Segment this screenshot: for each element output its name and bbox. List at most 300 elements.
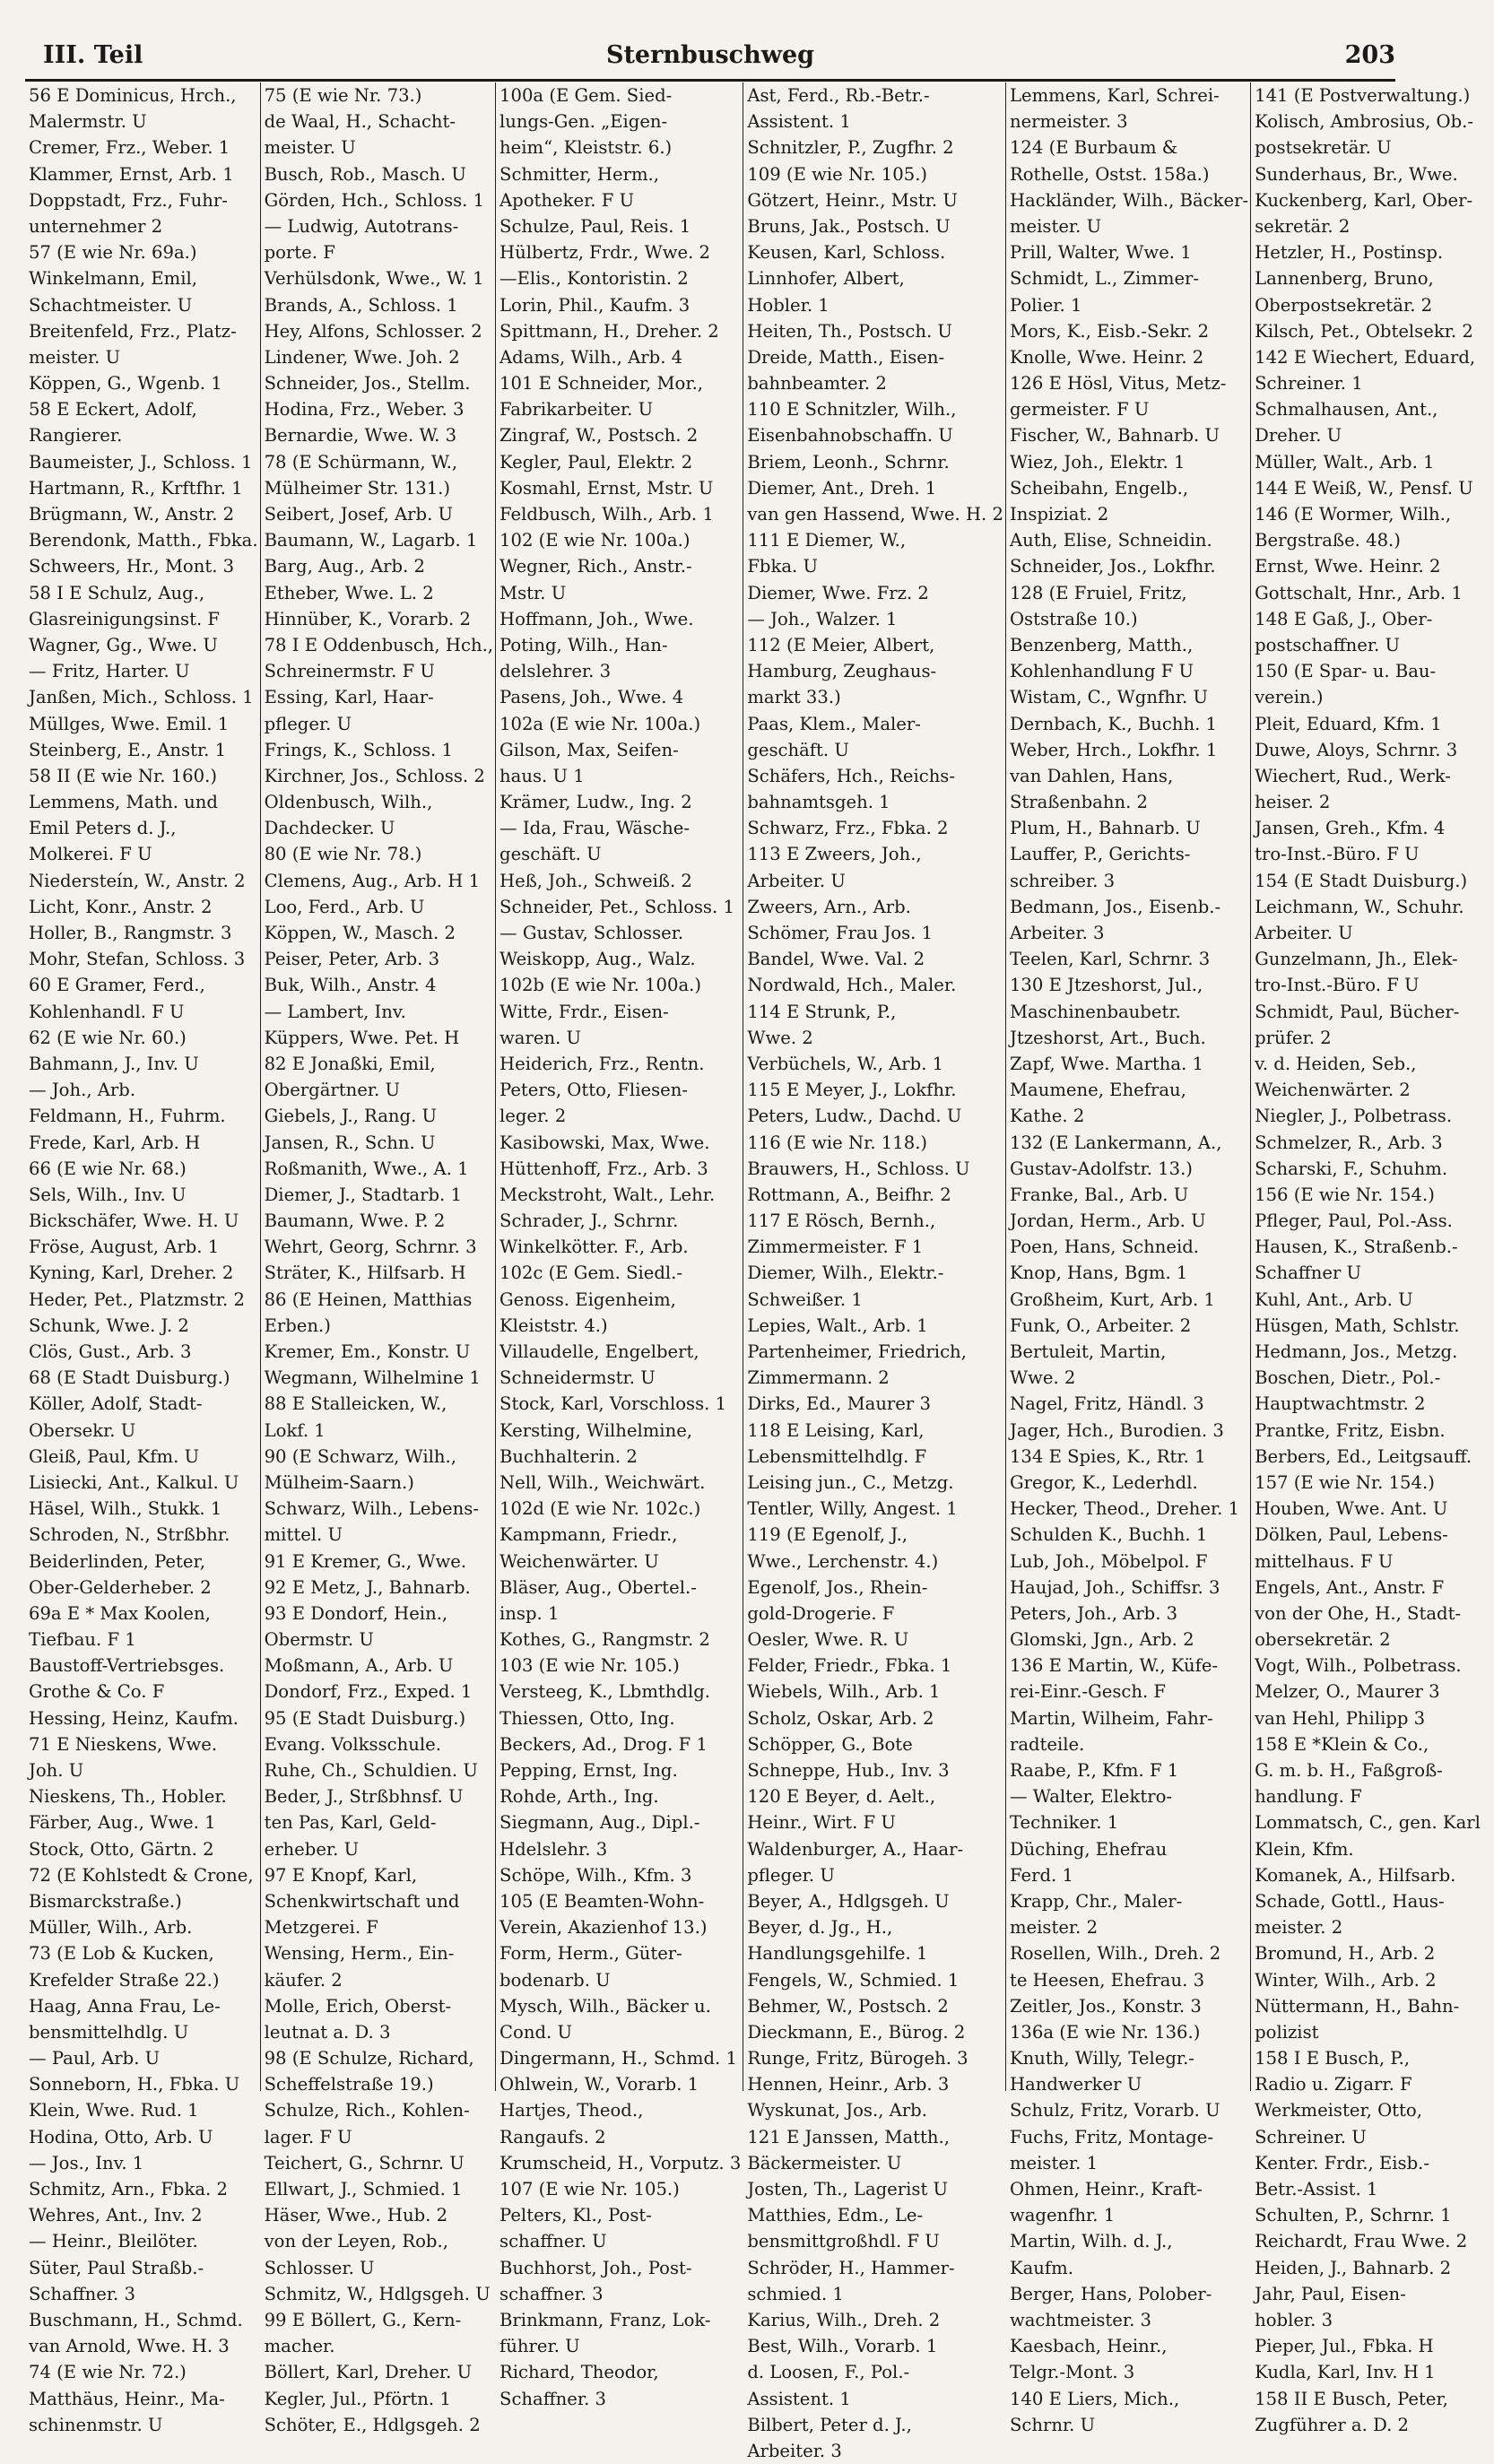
directory-entry-line: Loo, Ferd., Arb. U	[264, 896, 425, 917]
directory-entry-line: 117 E Rösch, Bernh.,	[747, 1210, 936, 1232]
directory-entry-line: 69a E * Max Koolen,	[29, 1602, 211, 1624]
directory-entry-line: tro-Inst.-Büro. F U	[1255, 975, 1420, 996]
directory-entry-line: Wensing, Herm., Ein-	[264, 1943, 455, 1965]
directory-entry-line: Hessing, Heinz, Kaufm.	[29, 1707, 239, 1729]
directory-entry-line: Metzgerei. F	[264, 1917, 378, 1939]
directory-entry-line: Roßmanith, Wwe., A. 1	[264, 1158, 469, 1179]
directory-entry-line: Bergstraße. 48.)	[1255, 530, 1401, 551]
directory-entry-line: Arbeiter. U	[1255, 923, 1353, 943]
directory-entry-line: Heiderich, Frz., Rentn.	[499, 1053, 705, 1074]
directory-column	[495, 82, 743, 2409]
directory-entry-line: 141 (E Postverwaltung.)	[1255, 85, 1471, 106]
directory-entry-line: 118 E Leising, Karl,	[747, 1419, 925, 1441]
directory-entry-line: radteile.	[1009, 1733, 1085, 1755]
directory-entry-line: Schaffner U	[1255, 1262, 1362, 1284]
directory-entry-line: Scheffelstraße 19.)	[264, 2074, 434, 2095]
directory-entry-line: Nell, Wilh., Weichwärt.	[499, 1471, 706, 1493]
directory-entry-line: Pepping, Ernst, Ing.	[499, 1760, 678, 1781]
directory-entry-line: Busch, Rob., Masch. U	[264, 163, 466, 185]
directory-entry-line: wagenfhr. 1	[1009, 2205, 1116, 2226]
directory-entry-line: Kosmahl, Ernst, Mstr. U	[499, 477, 714, 499]
directory-entry-line: Kolisch, Ambrosius, Ob.-	[1255, 111, 1473, 133]
directory-entry-line: Klein, Wwe. Rud. 1	[29, 2100, 199, 2121]
directory-entry-line: Berbers, Ed., Leitgsauff.	[1255, 1445, 1472, 1467]
directory-entry-line: Radio u. Zigarr. F	[1255, 2074, 1412, 2095]
directory-entry-line: Richard, Theodor,	[499, 2362, 659, 2383]
directory-entry-line: Peters, Joh., Arb. 3	[1009, 1602, 1178, 1624]
directory-entry-line: 102 (E wie Nr. 100a.)	[499, 530, 691, 551]
directory-entry-line: 158 I E Busch, P.,	[1255, 2048, 1411, 2069]
directory-entry-line: 113 E Zweers, Joh.,	[747, 844, 922, 865]
directory-entry-line: Winter, Wilh., Arb. 2	[1255, 1969, 1437, 1991]
directory-entry-line: Schulden K., Buchh. 1	[1009, 1524, 1208, 1546]
directory-entry-line: 107 (E wie Nr. 105.)	[499, 2179, 680, 2199]
directory-entry-line: Scharski, F., Schuhm.	[1255, 1158, 1448, 1179]
directory-entry-line: Spittmann, H., Dreher. 2	[499, 320, 719, 342]
directory-entry-line: Schmitz, Arn., Fbka. 2	[29, 2179, 228, 2199]
directory-entry-line: Weichenwärter. 2	[1255, 1080, 1411, 1101]
directory-entry-line: Bromund, H., Arb. 2	[1255, 1943, 1436, 1965]
directory-entry-line: Stock, Otto, Gärtn. 2	[29, 1838, 214, 1860]
directory-entry-line: Kirchner, Jos., Schloss. 2	[264, 765, 485, 786]
directory-entry-line: Arbeiter. U	[747, 870, 846, 891]
directory-entry-line: Gleiß, Paul, Kfm. U	[29, 1445, 200, 1467]
directory-entry-line: 120 E Beyer, d. Aelt.,	[747, 1786, 936, 1808]
directory-entry-line: bahnbeamter. 2	[747, 373, 887, 395]
directory-entry-line: Dreher. U	[1255, 425, 1342, 447]
directory-entry-line: meister. 2	[1255, 1917, 1343, 1939]
directory-entry-line: Evang. Volksschule.	[264, 1733, 441, 1755]
directory-entry-line: Kleiststr. 4.)	[499, 1314, 608, 1336]
directory-entry-line: schaffner. U	[499, 2231, 607, 2252]
directory-entry-line: 86 (E Heinen, Matthias	[264, 1288, 473, 1310]
directory-entry-line: 140 E Liers, Mich.,	[1009, 2388, 1180, 2409]
directory-entry-line: Franke, Bal., Arb. U	[1009, 1184, 1189, 1205]
directory-entry-line: Heder, Pet., Platzmstr. 2	[29, 1288, 245, 1310]
directory-entry-line: — Jos., Inv. 1	[29, 2152, 144, 2173]
directory-entry-line: Bandel, Wwe. Val. 2	[747, 949, 925, 970]
directory-entry-line: gold-Drogerie. F	[747, 1602, 895, 1624]
directory-entry-line: Eisenbahnobschaffn. U	[747, 425, 953, 447]
directory-entry-line: Doppstadt, Frz., Fuhr-	[29, 189, 228, 211]
directory-entry-line: Poen, Hans, Schneid.	[1009, 1236, 1199, 1258]
directory-entry-line: Häsel, Wilh., Stukk. 1	[29, 1498, 222, 1520]
directory-entry-line: Weichenwärter. U	[499, 1550, 659, 1572]
directory-entry-line: Thiessen, Otto, Ing.	[499, 1707, 675, 1729]
directory-entry-line: Peters, Otto, Fliesen-	[499, 1080, 688, 1101]
directory-entry-line: Zingraf, W., Postsch. 2	[499, 425, 699, 447]
directory-entry-line: Großheim, Kurt, Arb. 1	[1009, 1288, 1215, 1310]
directory-entry-line: Cond. U	[499, 2021, 572, 2043]
directory-entry-line: Lommatsch, C., gen. Karl	[1255, 1812, 1481, 1834]
directory-entry-line: Kyning, Karl, Dreher. 2	[29, 1262, 234, 1284]
directory-entry-line: Böllert, Karl, Dreher. U	[264, 2362, 473, 2383]
directory-entry-line: 66 (E wie Nr. 68.)	[29, 1158, 187, 1179]
directory-entry-line: Hartmann, R., Krftfhr. 1	[29, 477, 243, 499]
directory-entry-line: bensmittgroßhdl. F U	[747, 2231, 940, 2252]
directory-entry-line: Molkerei. F U	[29, 844, 152, 865]
directory-entry-line: Kegler, Paul, Elektr. 2	[499, 451, 693, 473]
directory-entry-line: Felder, Friedr., Fbka. 1	[747, 1655, 952, 1677]
directory-entry-line: mittelhaus. F U	[1255, 1550, 1394, 1572]
directory-entry-line: Hinnüber, K., Vorarb. 2	[264, 608, 471, 629]
directory-entry-line: Beyer, d. Jg., H.,	[747, 1917, 893, 1939]
directory-entry-line: Heß, Joh., Schweiß. 2	[499, 870, 692, 891]
directory-entry-line: Sels, Wilh., Inv. U	[29, 1184, 187, 1205]
directory-entry-line: 100a (E Gem. Sied-	[499, 85, 673, 106]
directory-entry-line: — Gustav, Schlosser.	[499, 923, 684, 943]
directory-entry-line: Müllges, Wwe. Emil. 1	[29, 713, 230, 734]
directory-entry-line: pfleger. U	[747, 1864, 835, 1886]
directory-entry-line: Gustav-Adolfstr. 13.)	[1009, 1158, 1193, 1179]
directory-entry-line: 78 I E Oddenbusch, Hch.,	[264, 634, 494, 655]
directory-entry-line: Fbka. U	[747, 556, 818, 577]
directory-entry-line: porte. F	[264, 242, 335, 264]
directory-entry-line: van Dahlen, Hans,	[1009, 765, 1174, 786]
directory-entry-line: Krefelder Straße 22.)	[29, 1969, 220, 1991]
directory-entry-line: Schulz, Fritz, Vorarb. U	[1009, 2100, 1220, 2121]
directory-entry-line: Heiden, J., Bahnarb. 2	[1255, 2257, 1452, 2278]
directory-entry-line: Schneppe, Hub., Inv. 3	[747, 1760, 950, 1781]
directory-entry-line: 144 E Weiß, W., Pensf. U	[1255, 477, 1473, 499]
directory-entry-line: Sträter, K., Hilfsarb. H	[264, 1262, 466, 1284]
directory-entry-line: Partenheimer, Friedrich,	[747, 1341, 967, 1362]
directory-entry-line: leutnat a. D. 3	[264, 2021, 391, 2043]
directory-entry-line: 109 (E wie Nr. 105.)	[747, 163, 928, 185]
directory-entry-line: 88 E Stalleicken, W.,	[264, 1393, 447, 1415]
directory-entry-line: Hackländer, Wilh., Bäcker-	[1009, 189, 1249, 211]
directory-entry-line: Baustoff-Vertriebsges.	[29, 1655, 225, 1677]
directory-entry-line: insp. 1	[499, 1602, 560, 1624]
directory-entry-line: sekretär. 2	[1255, 215, 1351, 237]
directory-entry-line: Versteeg, K., Lbmthdlg.	[499, 1681, 710, 1703]
directory-entry-line: Pelters, Kl., Post-	[499, 2205, 652, 2226]
directory-entry-line: Assistent. 1	[747, 2388, 851, 2409]
directory-entry-line: Zeitler, Jos., Konstr. 3	[1009, 1995, 1202, 2017]
directory-entry-line: Buschmann, H., Schmd.	[29, 2309, 243, 2330]
directory-entry-line: schaffner. 3	[499, 2283, 604, 2304]
directory-entry-line: Krapp, Chr., Maler-	[1009, 1890, 1183, 1912]
directory-entry-line: Schunk, Wwe. J. 2	[29, 1314, 189, 1336]
directory-entry-line: 58 II (E wie Nr. 160.)	[29, 765, 217, 786]
directory-entry-line: Boschen, Dietr., Pol.-	[1255, 1367, 1441, 1389]
directory-entry-line: Kegler, Jul., Pförtn. 1	[264, 2388, 451, 2409]
directory-entry-line: Schmitter, Herm.,	[499, 163, 659, 185]
directory-entry-line: Bilbert, Peter d. J.,	[747, 2414, 912, 2435]
directory-entry-line: 146 (E Wormer, Wilh.,	[1255, 504, 1452, 525]
directory-entry-line: Karius, Wilh., Dreh. 2	[747, 2309, 941, 2330]
directory-entry-line: Hüttenhoff, Frz., Arb. 3	[499, 1158, 708, 1179]
directory-entry-line: heim“, Kleiststr. 6.)	[499, 137, 673, 159]
directory-entry-line: — Ludwig, Autotrans-	[264, 215, 459, 237]
directory-entry-line: Lokf. 1	[264, 1419, 326, 1441]
directory-entry-line: 150 (E Spar- u. Bau-	[1255, 661, 1437, 682]
directory-entry-line: Schulze, Paul, Reis. 1	[499, 215, 691, 237]
directory-entry-line: unternehmer 2	[29, 215, 163, 237]
directory-entry-line: Paas, Klem., Maler-	[747, 713, 921, 734]
directory-entry-line: Ohlwein, W., Vorarb. 1	[499, 2074, 699, 2095]
directory-entry-line: Bäckermeister. U	[747, 2152, 902, 2173]
directory-entry-line: Frede, Karl, Arb. H	[29, 1132, 201, 1153]
directory-entry-line: delslehrer. 3	[499, 661, 612, 682]
directory-entry-line: Handlungsgehilfe. 1	[747, 1943, 928, 1965]
directory-entry-line: Berger, Hans, Polober-	[1009, 2283, 1212, 2304]
directory-entry-line: Lemmens, Math. und	[29, 792, 218, 813]
directory-entry-line: —Elis., Kontoristin. 2	[499, 268, 689, 290]
directory-entry-line: 58 I E Schulz, Aug.,	[29, 582, 205, 603]
directory-entry-line: Scholz, Oskar, Arb. 2	[747, 1707, 934, 1729]
directory-entry-line: Raabe, P., Kfm. F 1	[1009, 1760, 1179, 1781]
directory-entry-line: Kasibowski, Max, Wwe.	[499, 1132, 710, 1153]
directory-entry-line: Betr.-Assist. 1	[1255, 2179, 1378, 2199]
directory-entry-line: Egenolf, Jos., Rhein-	[747, 1576, 928, 1598]
directory-entry-line: Wiebels, Wilh., Arb. 1	[747, 1681, 941, 1703]
directory-entry-line: lager. F U	[264, 2126, 352, 2147]
directory-entry-line: Apotheker. F U	[499, 189, 635, 211]
directory-entry-line: Nüttermann, H., Bahn-	[1255, 1995, 1460, 2017]
directory-entry-line: Mülheimer Str. 131.)	[264, 477, 451, 499]
directory-column	[25, 82, 260, 2435]
directory-entry-line: 156 (E wie Nr. 154.)	[1255, 1184, 1435, 1205]
directory-entry-line: 99 E Böllert, G., Kern-	[264, 2309, 462, 2330]
directory-entry-line: Feldmann, H., Fuhrm.	[29, 1106, 226, 1127]
directory-entry-line: 112 (E Meier, Albert,	[747, 634, 935, 655]
directory-entry-line: Diemer, J., Stadtarb. 1	[264, 1184, 462, 1205]
directory-entry-line: 90 (E Schwarz, Wilh.,	[264, 1445, 456, 1467]
directory-entry-line: pfleger. U	[264, 713, 352, 734]
directory-entry-line: Martin, Wilh. d. J.,	[1009, 2231, 1173, 2252]
directory-entry-line: Schmalhausen, Ant.,	[1255, 399, 1438, 421]
directory-entry-line: Baumeister, J., Schloss. 1	[29, 451, 253, 473]
directory-entry-line: 78 (E Schürmann, W.,	[264, 451, 458, 473]
directory-entry-line: 92 E Metz, J., Bahnarb.	[264, 1576, 471, 1598]
directory-entry-line: Heinr., Wirt. F U	[747, 1812, 896, 1834]
street-title: Sternbuschweg	[605, 41, 815, 69]
directory-entry-line: van Hehl, Philipp 3	[1255, 1707, 1426, 1729]
directory-entry-line: Dingermann, H., Schmd. 1	[499, 2048, 737, 2069]
directory-entry-line: Schulten, P., Schrnr. 1	[1255, 2205, 1452, 2226]
directory-entry-line: bensmittelhdlg. U	[29, 2021, 189, 2043]
directory-entry-line: Zimmermann. 2	[747, 1367, 890, 1389]
directory-entry-line: rei-Einr.-Gesch. F	[1009, 1681, 1167, 1703]
directory-entry-line: Schwarz, Wilh., Lebens-	[264, 1498, 479, 1520]
directory-entry-line: Janßen, Mich., Schloss. 1	[29, 687, 254, 708]
directory-entry-line: Jansen, Greh., Kfm. 4	[1255, 818, 1446, 839]
directory-entry-line: Moßmann, A., Arb. U	[264, 1655, 454, 1677]
directory-entry-line: Hartjes, Theod.,	[499, 2100, 644, 2121]
directory-entry-line: — Fritz, Harter. U	[29, 661, 190, 682]
directory-entry-line: Zugführer a. D. 2	[1255, 2414, 1410, 2435]
directory-entry-line: — Heinr., Bleilöter.	[29, 2231, 198, 2252]
directory-entry-line: Schweißer. 1	[747, 1288, 863, 1310]
directory-entry-line: Krumscheid, H., Vorputz. 3	[499, 2152, 742, 2173]
directory-entry-line: Wehres, Ant., Inv. 2	[29, 2205, 203, 2226]
directory-entry-line: Melzer, O., Maurer 3	[1255, 1681, 1440, 1703]
directory-entry-line: Schrader, J., Schrnr.	[499, 1210, 679, 1232]
directory-entry-line: 105 (E Beamten-Wohn-	[499, 1890, 705, 1912]
directory-entry-line: Bahmann, J., Inv. U	[29, 1053, 199, 1074]
directory-entry-line: Reichardt, Frau Wwe. 2	[1255, 2231, 1468, 2252]
directory-entry-line: Hodina, Otto, Arb. U	[29, 2126, 213, 2147]
directory-entry-line: Bernardie, Wwe. W. 3	[264, 425, 457, 447]
directory-entry-line: Lebensmittelhdlg. F	[747, 1445, 927, 1467]
directory-entry-line: Schmidt, Paul, Bücher-	[1255, 1001, 1460, 1022]
directory-entry-line: 116 (E wie Nr. 118.)	[747, 1132, 928, 1153]
directory-entry-line: schmied. 1	[747, 2283, 844, 2304]
directory-entry-line: Nagel, Fritz, Händl. 3	[1009, 1393, 1204, 1415]
directory-entry-line: Arbeiter. 3	[1009, 923, 1105, 943]
directory-entry-line: Baumann, Wwe. P. 2	[264, 1210, 446, 1232]
directory-entry-line: Schlosser. U	[264, 2257, 375, 2278]
directory-entry-line: Benzenberg, Matth.,	[1009, 634, 1194, 655]
directory-entry-line: Beiderlinden, Peter,	[29, 1550, 205, 1572]
directory-entry-line: postschaffner. U	[1255, 634, 1401, 655]
directory-entry-line: 98 (E Schulze, Richard,	[264, 2048, 474, 2069]
directory-entry-line: Adams, Wilh., Arb. 4	[499, 346, 683, 368]
directory-entry-line: Meckstroht, Walt., Lehr.	[499, 1184, 716, 1205]
directory-entry-line: Kohlenhandlung F U	[1009, 661, 1194, 682]
directory-entry-line: Schneider, Pet., Schloss. 1	[499, 896, 734, 917]
directory-entry-line: Ferd. 1	[1009, 1864, 1073, 1886]
directory-entry-line: Hodina, Frz., Weber. 3	[264, 399, 465, 421]
directory-entry-line: führer. U	[499, 2336, 580, 2357]
directory-entry-line: meister. U	[1009, 215, 1102, 237]
directory-entry-line: Glomski, Jgn., Arb. 2	[1009, 1629, 1194, 1651]
directory-entry-line: Ernst, Wwe. Heinr. 2	[1255, 556, 1441, 577]
directory-entry-line: 126 E Hösl, Vitus, Metz-	[1009, 373, 1227, 395]
directory-entry-line: Schade, Gottl., Haus-	[1255, 1890, 1445, 1912]
directory-entry-line: Niegler, J., Polbetrass.	[1255, 1106, 1453, 1127]
directory-entry-line: Kohlenhandl. F U	[29, 1001, 185, 1022]
directory-entry-line: 154 (E Stadt Duisburg.)	[1255, 870, 1468, 891]
directory-entry-line: 115 E Meyer, J., Lokfhr.	[747, 1080, 957, 1101]
directory-entry-line: Hedmann, Jos., Metzg.	[1255, 1341, 1458, 1362]
directory-entry-line: Schachtmeister. U	[29, 294, 193, 316]
directory-entry-line: Jansen, R., Schn. U	[264, 1132, 436, 1153]
directory-entry-line: Runge, Fritz, Bürogeh. 3	[747, 2048, 968, 2069]
directory-entry-line: Schaffner. 3	[29, 2283, 135, 2304]
directory-entry-line: Teichert, G., Schrnr. U	[264, 2152, 465, 2173]
directory-entry-line: Wiez, Joh., Elektr. 1	[1009, 451, 1186, 473]
directory-entry-line: Maumene, Ehefrau,	[1009, 1080, 1186, 1101]
directory-entry-line: Obermstr. U	[264, 1629, 374, 1651]
directory-entry-line: Sunderhaus, Br., Wwe.	[1255, 163, 1458, 185]
directory-entry-line: Gilson, Max, Seifen-	[499, 739, 679, 760]
directory-entry-line: Clös, Gust., Arb. 3	[29, 1341, 192, 1362]
directory-entry-line: Fengels, W., Schmied. 1	[747, 1969, 960, 1991]
directory-column	[260, 82, 495, 2435]
directory-entry-line: Wagner, Gg., Wwe. U	[29, 634, 218, 655]
directory-entry-line: Ruhe, Ch., Schuldien. U	[264, 1760, 478, 1781]
directory-entry-line: Krämer, Ludw., Ing. 2	[499, 792, 692, 813]
directory-entry-line: Dreide, Matth., Eisen-	[747, 346, 945, 368]
directory-entry-line: geschäft. U	[747, 739, 849, 760]
directory-entry-line: Feldbusch, Wilh., Arb. 1	[499, 504, 714, 525]
directory-entry-line: Vogt, Wilh., Polbetrass.	[1255, 1655, 1462, 1677]
directory-entry-line: Kilsch, Pet., Obtelsekr. 2	[1255, 320, 1473, 342]
directory-entry-line: Verein, Akazienhof 13.)	[499, 1917, 708, 1939]
directory-entry-line: Schmidt, L., Zimmer-	[1009, 268, 1200, 290]
directory-entry-line: 102a (E wie Nr. 100a.)	[499, 713, 701, 734]
directory-entry-line: Rosellen, Wilh., Dreh. 2	[1009, 1943, 1221, 1965]
directory-entry-line: Schenkwirtschaft und	[264, 1890, 460, 1912]
directory-entry-line: Cremer, Frz., Weber. 1	[29, 137, 230, 159]
directory-entry-line: Ohmen, Heinr., Kraft-	[1009, 2179, 1203, 2199]
directory-entry-line: 130 E Jtzeshorst, Jul.,	[1009, 975, 1203, 996]
directory-entry-line: Hey, Alfons, Schlosser. 2	[264, 320, 482, 342]
directory-entry-line: obersekretär. 2	[1255, 1629, 1391, 1651]
directory-entry-line: Lauffer, P., Gerichts-	[1009, 844, 1191, 865]
directory-entry-line: 101 E Schneider, Mor.,	[499, 373, 704, 395]
directory-entry-line: Wwe. 2	[1009, 1367, 1076, 1389]
directory-entry-line: Kenter. Frdr., Eisb.-	[1255, 2152, 1429, 2173]
directory-entry-line: Ast, Ferd., Rb.-Betr.-	[747, 85, 930, 106]
directory-columns	[25, 82, 1481, 2461]
directory-entry-line: germeister. F U	[1009, 399, 1150, 421]
directory-entry-line: Schöpper, G., Bote	[747, 1733, 913, 1755]
directory-entry-line: Verhülsdonk, Wwe., W. 1	[264, 268, 484, 290]
directory-entry-line: Best, Wilh., Vorarb. 1	[747, 2336, 938, 2357]
directory-entry-line: 157 (E wie Nr. 154.)	[1255, 1471, 1435, 1493]
directory-entry-line: Assistent. 1	[747, 111, 851, 133]
directory-entry-line: Rothelle, Ostst. 158a.)	[1009, 163, 1210, 185]
directory-entry-line: Polier. 1	[1009, 294, 1082, 316]
directory-entry-line: — Joh., Arb.	[29, 1080, 136, 1101]
directory-entry-line: 102d (E wie Nr. 102c.)	[499, 1498, 701, 1520]
directory-entry-line: Essing, Karl, Haar-	[264, 687, 434, 708]
directory-entry-line: — Paul, Arb. U	[29, 2048, 161, 2069]
directory-entry-line: Waldenburger, A., Haar-	[747, 1838, 964, 1860]
directory-entry-line: Hauptwachtmstr. 2	[1255, 1393, 1426, 1415]
directory-entry-line: Dachdecker. U	[264, 818, 395, 839]
directory-entry-line: Malermstr. U	[29, 111, 147, 133]
directory-entry-line: verein.)	[1255, 687, 1324, 708]
directory-entry-line: Lemmens, Karl, Schrei-	[1009, 85, 1220, 106]
directory-entry-line: d. Loosen, F., Pol.-	[747, 2362, 910, 2383]
directory-entry-line: Schröder, H., Hammer-	[747, 2257, 955, 2278]
directory-entry-line: Behmer, W., Postsch. 2	[747, 1995, 949, 2017]
directory-entry-line: Kuckenberg, Karl, Ober-	[1255, 189, 1473, 211]
directory-column	[1250, 82, 1482, 2435]
directory-entry-line: Mülheim-Saarn.)	[264, 1471, 414, 1493]
directory-entry-line: Schweers, Hr., Mont. 3	[29, 556, 235, 577]
directory-entry-line: von der Leyen, Rob.,	[264, 2231, 448, 2252]
directory-entry-line: Frings, K., Schloss. 1	[264, 739, 453, 760]
directory-entry-line: Schäfers, Hch., Reichs-	[747, 765, 955, 786]
directory-entry-line: Molle, Erich, Oberst-	[264, 1995, 452, 2017]
directory-entry-line: Keusen, Karl, Schloss.	[747, 242, 946, 264]
directory-entry-line: Gunzelmann, Jh., Elek-	[1255, 949, 1458, 970]
directory-column	[743, 82, 1005, 2461]
directory-entry-line: Hausen, K., Straßenb.-	[1255, 1236, 1458, 1258]
directory-entry-line: Mohr, Stefan, Schloss. 3	[29, 949, 246, 970]
directory-entry-line: te Heesen, Ehefrau. 3	[1009, 1969, 1205, 1991]
directory-entry-line: Dölken, Paul, Lebens-	[1255, 1524, 1448, 1546]
directory-entry-line: Fuchs, Fritz, Montage-	[1009, 2126, 1213, 2147]
directory-entry-line: bodenarb. U	[499, 1969, 611, 1991]
directory-entry-line: Jahr, Paul, Eisen-	[1255, 2283, 1406, 2304]
directory-entry-line: Jager, Hch., Burodien. 3	[1009, 1419, 1224, 1441]
directory-entry-line: tro-Inst.-Büro. F U	[1255, 844, 1420, 865]
directory-entry-line: von der Ohe, H., Stadt-	[1255, 1602, 1462, 1624]
directory-entry-line: Rohde, Arth., Ing.	[499, 1786, 659, 1808]
directory-entry-line: Kremer, Em., Konstr. U	[264, 1341, 471, 1362]
directory-entry-line: erheber. U	[264, 1838, 360, 1860]
directory-entry-line: Werkmeister, Otto,	[1255, 2100, 1422, 2121]
directory-entry-line: Josten, Th., Lagerist U	[747, 2179, 949, 2199]
directory-entry-line: Mysch, Wilh., Bäcker u.	[499, 1995, 711, 2017]
directory-entry-line: Prill, Walter, Wwe. 1	[1009, 242, 1192, 264]
